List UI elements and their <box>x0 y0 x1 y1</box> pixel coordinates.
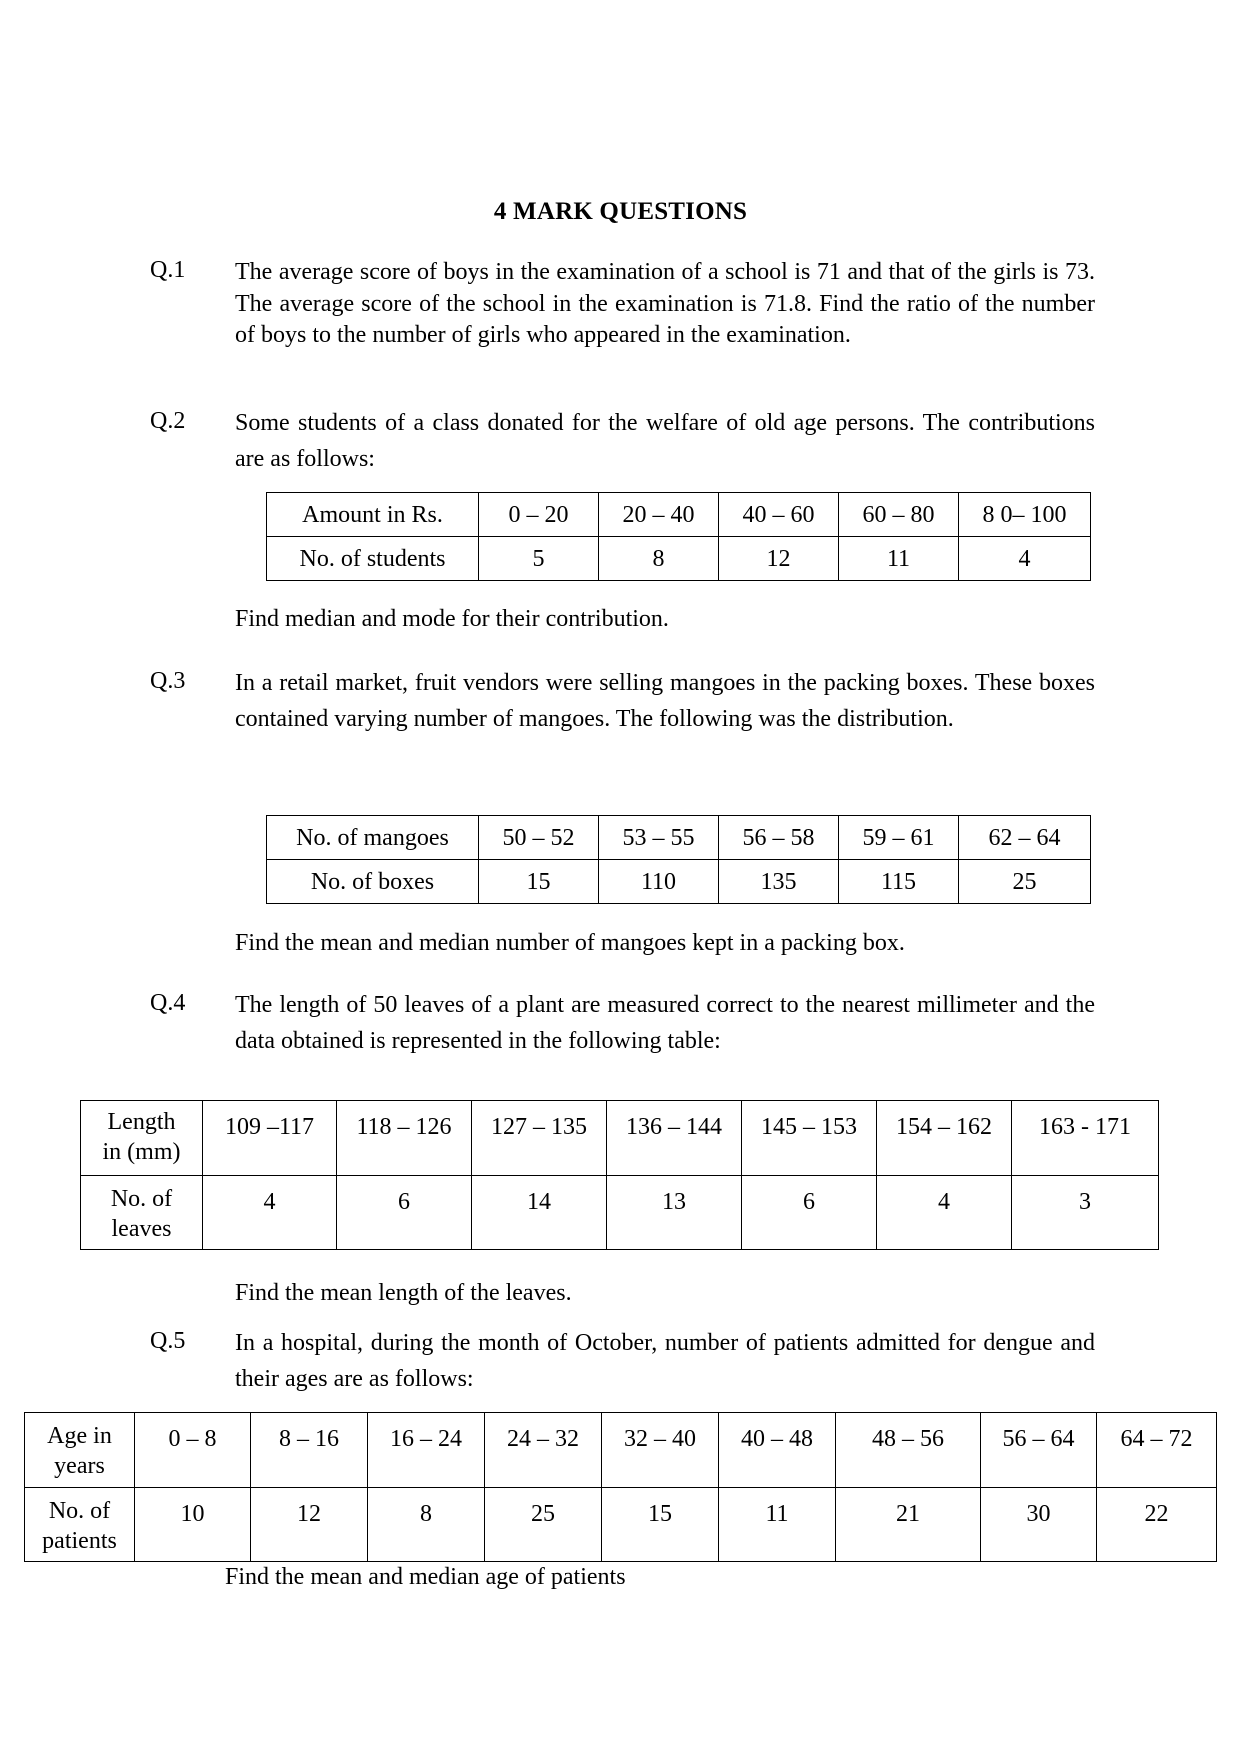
table-cell: 53 – 55 <box>599 816 719 860</box>
leaves-table <box>80 1100 1159 1250</box>
table-cell: 4 <box>959 537 1091 581</box>
page-title: 4 MARK QUESTIONS <box>493 198 748 225</box>
table-cell: 59 – 61 <box>839 816 959 860</box>
table-cell: 60 – 80 <box>839 493 959 537</box>
table-cell: 25 <box>959 860 1091 904</box>
question-number-3: Q.3 <box>150 668 186 694</box>
table-cell: 32 – 40 <box>602 1413 719 1488</box>
table-cell: 12 <box>719 537 839 581</box>
table-cell: 11 <box>719 1488 836 1562</box>
mangoes-table <box>266 815 1091 904</box>
table-cell: 15 <box>602 1488 719 1562</box>
table-row-header: No. of boxes <box>267 860 479 904</box>
question-text-5: In a hospital, during the month of October, number of patients admitted for dengue and their ages are as follows: <box>235 1330 1095 1392</box>
table-cell: 3 <box>1012 1176 1159 1250</box>
table-cell: 56 – 64 <box>981 1413 1097 1488</box>
question-instruction-2: Find median and mode for their contribution. <box>235 606 669 632</box>
table-cell: 56 – 58 <box>719 816 839 860</box>
table-cell: 40 – 60 <box>719 493 839 537</box>
question-instruction-4: Find the mean length of the leaves. <box>235 1280 572 1306</box>
table-cell: 30 <box>981 1488 1097 1562</box>
table-cell: 14 <box>472 1176 607 1250</box>
table-cell: 6 <box>337 1176 472 1250</box>
table-cell: 0 – 20 <box>479 493 599 537</box>
question-instruction-3: Find the mean and median number of mangoes kept in a packing box. <box>235 930 905 956</box>
table-row <box>25 1488 1217 1562</box>
table-row-header: No. of patients <box>25 1488 135 1562</box>
table-cell: 8 0– 100 <box>959 493 1091 537</box>
table-row <box>81 1176 1159 1250</box>
patients-table <box>24 1412 1217 1562</box>
table-row-header: No. of students <box>267 537 479 581</box>
table-cell: 48 – 56 <box>836 1413 981 1488</box>
table-cell: 136 – 144 <box>607 1101 742 1176</box>
table-row-header: Age in years <box>25 1413 135 1488</box>
table-cell: 110 <box>599 860 719 904</box>
table-cell: 118 – 126 <box>337 1101 472 1176</box>
question-instruction-5: Find the mean and median age of patients <box>225 1564 626 1590</box>
table-row <box>267 816 1091 860</box>
table-cell: 22 <box>1097 1488 1217 1562</box>
table-cell: 8 <box>368 1488 485 1562</box>
table-cell: 127 – 135 <box>472 1101 607 1176</box>
table-cell: 62 – 64 <box>959 816 1091 860</box>
question-number-5: Q.5 <box>150 1328 186 1354</box>
question-number-2: Q.2 <box>150 408 186 434</box>
contribution-table <box>266 492 1091 581</box>
question-text-1: The average score of boys in the examination of a school is 71 and that of the girls is 73. The average score of the school in the examination is 71.8. Find the ratio of the number of boys to the number of girls who appeared in the examination. <box>235 259 1095 348</box>
table-row <box>81 1101 1159 1176</box>
table-cell: 8 – 16 <box>251 1413 368 1488</box>
table-cell: 15 <box>479 860 599 904</box>
table-cell: 4 <box>877 1176 1012 1250</box>
table-cell: 8 <box>599 537 719 581</box>
question-number-4: Q.4 <box>150 990 186 1016</box>
table-row <box>267 537 1091 581</box>
table-cell: 12 <box>251 1488 368 1562</box>
table-cell: 10 <box>135 1488 251 1562</box>
question-number-1: Q.1 <box>150 257 186 283</box>
table-cell: 163 - 171 <box>1012 1101 1159 1176</box>
table-cell: 4 <box>203 1176 337 1250</box>
table-row <box>267 860 1091 904</box>
table-cell: 40 – 48 <box>719 1413 836 1488</box>
table-cell: 20 – 40 <box>599 493 719 537</box>
table-cell: 5 <box>479 537 599 581</box>
table-cell: 6 <box>742 1176 877 1250</box>
table-cell: 145 – 153 <box>742 1101 877 1176</box>
table-cell: 24 – 32 <box>485 1413 602 1488</box>
table-cell: 13 <box>607 1176 742 1250</box>
table-cell: 115 <box>839 860 959 904</box>
table-cell: 16 – 24 <box>368 1413 485 1488</box>
table-cell: 64 – 72 <box>1097 1413 1217 1488</box>
table-cell: 25 <box>485 1488 602 1562</box>
table-cell: 135 <box>719 860 839 904</box>
table-row <box>25 1413 1217 1488</box>
table-cell: 11 <box>839 537 959 581</box>
question-text-3: In a retail market, fruit vendors were selling mangoes in the packing boxes. These boxes contained varying number of mangoes. The following was the distribution. <box>235 670 1095 732</box>
table-row <box>267 493 1091 537</box>
table-row-header: No. of mangoes <box>267 816 479 860</box>
table-row-header: Amount in Rs. <box>267 493 479 537</box>
table-cell: 154 – 162 <box>877 1101 1012 1176</box>
table-row-header: No. of leaves <box>81 1176 203 1250</box>
question-text-2: Some students of a class donated for the welfare of old age persons. The contributions are as follows: <box>235 410 1095 472</box>
table-cell: 21 <box>836 1488 981 1562</box>
table-cell: 50 – 52 <box>479 816 599 860</box>
table-cell: 0 – 8 <box>135 1413 251 1488</box>
table-row-header: Length in (mm) <box>81 1101 203 1176</box>
table-cell: 109 –117 <box>203 1101 337 1176</box>
question-text-4: The length of 50 leaves of a plant are measured correct to the nearest millimeter and the data obtained is represented in the following table: <box>235 992 1095 1054</box>
